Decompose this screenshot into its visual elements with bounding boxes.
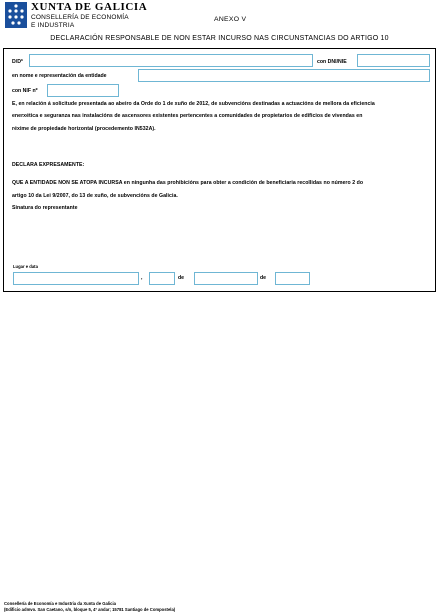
- id-field[interactable]: [357, 54, 430, 67]
- org-subtitle-line1: CONSELLERÍA DE ECONOMÍA: [31, 14, 129, 21]
- annex-label: ANEXO V: [214, 16, 247, 23]
- date-de-2: de: [260, 275, 267, 281]
- xunta-shield-icon: [5, 2, 27, 28]
- signature-label: Sinatura do representante: [12, 204, 78, 211]
- entity-label: en nome e representación da entidade: [12, 73, 107, 79]
- paragraph-line: enerxética e seguranza nas instalacións de ascensores existentes pertencentes a comunidades de propietarios de edificios de vivendas en: [12, 113, 363, 120]
- declare-heading: DECLARA EXPRESAMENTE:: [12, 162, 85, 168]
- paragraph-line: réxime de propiedade horizontal (procedemento IN532A).: [12, 125, 156, 132]
- place-field[interactable]: [13, 272, 139, 285]
- org-subtitle-line2: E INDUSTRIA: [31, 21, 75, 29]
- footer-line2: (Edificio admvo. San Caetano, s/n, bloque 5, 4º andar; 15781 Santiago de Compostela): [4, 607, 176, 612]
- nif-field[interactable]: [47, 84, 119, 97]
- id-label: con DNI/NIE: [317, 59, 347, 65]
- date-de-1: de: [178, 275, 185, 281]
- declaration-block: [12, 159, 432, 214]
- org-subtitle: [31, 14, 129, 29]
- declaration-line: QUE A ENTIDADE NON SE ATOPA INCURSA en ningunha das prohibicións para obter a condición de beneficiaria recollidas no número 2 do: [12, 180, 364, 187]
- date-comma: ,: [141, 275, 143, 281]
- declaration-line: artigo 10 da Lei 9/2007, do 13 de xuño, de subvencións de Galicia.: [12, 192, 178, 199]
- footer-line1: Consellería de Economía e Industria da Xunta de Galicia: [4, 601, 116, 606]
- name-field[interactable]: [29, 54, 313, 67]
- org-title: XUNTA DE GALICIA: [31, 1, 148, 13]
- month-field[interactable]: [194, 272, 258, 285]
- document-title: DECLARACIÓN RESPONSABLE DE NON ESTAR INCURSO NAS CIRCUNSTANCIAS DO ARTIGO 10: [50, 35, 389, 42]
- nif-label: con NIF nº: [12, 88, 38, 94]
- year-field[interactable]: [275, 272, 310, 285]
- entity-field[interactable]: [138, 69, 430, 82]
- place-date-label: Lugar e data: [13, 264, 38, 269]
- paragraph-line: E, en relación á solicitude presentada ao abeiro da Orde do 1 de xuño de 2012, de subvencións destinadas a actuacións de mellora da eficiencia: [12, 101, 375, 107]
- day-field[interactable]: [149, 272, 175, 285]
- name-label: D/Dª: [12, 59, 23, 65]
- request-paragraph: [12, 98, 432, 135]
